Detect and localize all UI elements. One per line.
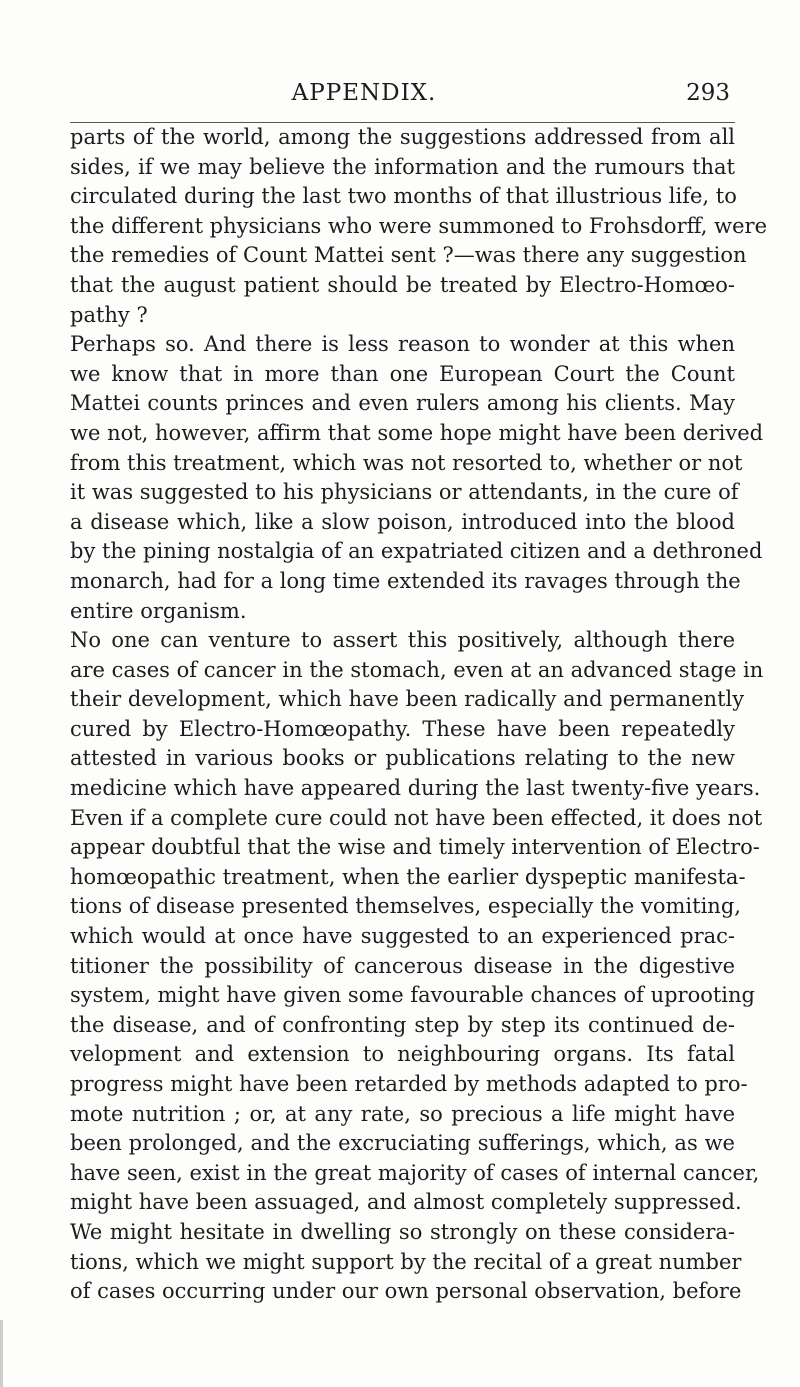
text-line: the remedies of Count Mattei sent ?—was there any suggestion [70, 243, 747, 268]
text-line: the different physicians who were summoned to Frohsdorff, were [70, 213, 768, 238]
gutter-shadow [0, 1320, 3, 1387]
text-line: sides, if we may believe the information and the rumours that [70, 154, 735, 179]
text-line: of cases occurring under our own personal observation, before [70, 1279, 742, 1304]
text-line: are cases of cancer in the stomach, even at an advanced stage in [70, 657, 764, 682]
text-line: Perhaps so. And there is less reason to wonder at this when [70, 332, 735, 357]
text-line: their development, which have been radically and permanently [70, 687, 745, 712]
text-line: No one can venture to assert this positively, although there [70, 628, 735, 653]
text-line: pathy ? [70, 302, 148, 327]
text-line: titioner the possibility of cancerous disease in the digestive [70, 953, 735, 978]
text-line: we know that in more than one European Court the Count [70, 361, 735, 386]
text-line: it was suggested to his physicians or attendants, in the cure of [70, 480, 739, 505]
text-line: from this treatment, which was not resorted to, whether or not [70, 450, 743, 475]
text-line: tions of disease presented themselves, especially the vomiting, [70, 894, 741, 919]
text-line: system, might have given some favourable chances of uprooting [70, 983, 755, 1008]
text-line: tions, which we might support by the recital of a great number [70, 1249, 742, 1274]
text-line: monarch, had for a long time extended its ravages through the [70, 568, 741, 593]
running-head [0, 80, 800, 110]
text-line: mote nutrition ; or, at any rate, so precious a life might have [70, 1101, 735, 1126]
text-line: we not, however, affirm that some hope might have been derived [70, 420, 764, 445]
text-line: attested in various books or publications relating to the new [70, 746, 735, 771]
text-line: Mattei counts princes and even rulers among his clients. May [70, 391, 735, 416]
text-line: velopment and extension to neighbouring organs. Its fatal [70, 1042, 735, 1067]
text-line: the disease, and of confronting step by step its continued de- [70, 1012, 735, 1037]
text-line: cured by Electro-Homœopathy. These have been repeatedly [70, 716, 735, 741]
text-line: by the pining nostalgia of an expatriated citizen and a dethroned [70, 539, 763, 564]
text-line: progress might have been retarded by methods adapted to pro- [70, 1072, 748, 1096]
text-line: been prolonged, and the excruciating sufferings, which, as we [70, 1131, 735, 1156]
text-line: might have been assuaged, and almost completely suppressed. [70, 1190, 742, 1215]
text-line: homœopathic treatment, when the earlier dyspeptic manifesta- [70, 864, 746, 889]
text-line: a disease which, like a slow poison, introduced into the blood [70, 509, 735, 534]
text-line: that the august patient should be treated by Electro-Homœo- [70, 272, 735, 297]
page-number: 293 [686, 80, 730, 106]
text-line: have seen, exist in the great majority of cases of internal cancer, [70, 1160, 760, 1185]
text-line: Even if a complete cure could not have been effected, it does not [70, 805, 763, 830]
text-line: entire organism. [70, 598, 247, 623]
text-line: which would at once have suggested to an experienced prac- [70, 924, 735, 949]
text-line: medicine which have appeared during the last twenty-five years. [70, 776, 761, 801]
text-line: parts of the world, among the suggestions addressed from all [70, 125, 735, 149]
text-line: appear doubtful that the wise and timely intervention of Electro- [70, 835, 760, 860]
text-line: circulated during the last two months of that illustrious life, to [70, 184, 737, 209]
text-line: We might hesitate in dwelling so strongly on these considera- [70, 1219, 735, 1244]
running-title: APPENDIX. [291, 80, 437, 106]
body-text [70, 123, 768, 1307]
